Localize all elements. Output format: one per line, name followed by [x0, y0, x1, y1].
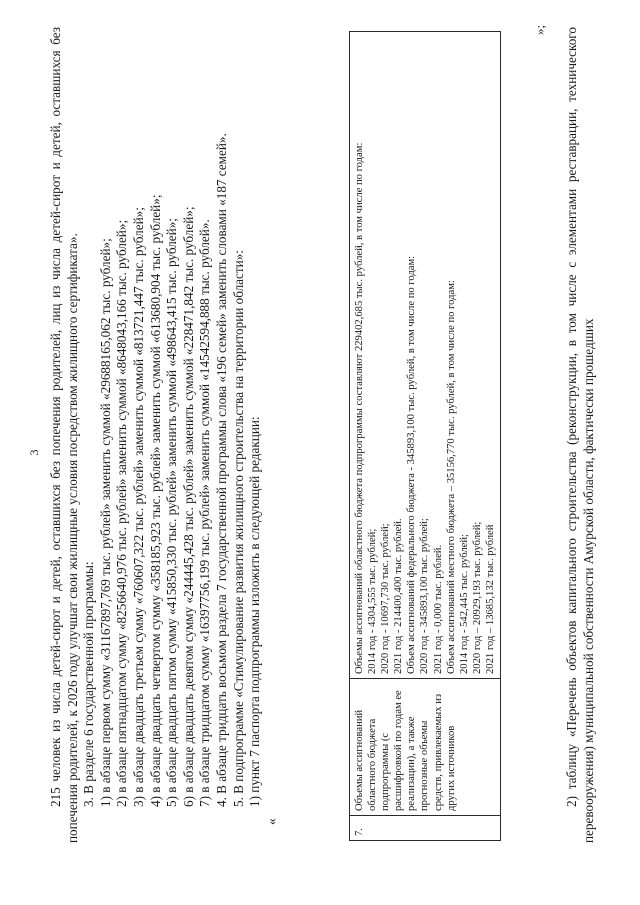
- value-line: Объем ассигнований федерального бюджета - 345893,100 тыс. рублей, в том числе по годам:: [406, 255, 418, 674]
- paragraph: 4. В абзаце тридцать восьмом раздела 7 государственной программы слова «196 семей» заменить словами «187 семей».: [213, 133, 229, 807]
- paragraph: 7) в абзаце тридцатом сумму «16397756,199 тыс. рублей» заменить суммой «14542594,888 тыс. рублей».: [197, 219, 213, 807]
- value-line: 2020 год – 20929,193 тыс. рублей;: [471, 521, 483, 674]
- body-text-bottom: [564, 27, 597, 843]
- paragraph: 5) в абзаце двадцать пятом сумму «415850,330 тыс. рублей» заменить суммой «498643,415 тыс. рублей»;: [164, 218, 180, 807]
- paragraph: 4) в абзаце двадцать четвертом сумму «358185,923 тыс. рублей» заменить суммой «613680,904 тыс. рублей»;: [147, 194, 163, 807]
- page-number: 3: [27, 449, 41, 456]
- row-name-cell: Объемы ассигнований областного бюджета подпрограммы (с расшифровкой по годам ее реализации), а также прогнозные объемы средств, привлекаемых из других источников: [350, 679, 501, 816]
- value-line: 2021 год - 214400,400 тыс. рублей.: [393, 518, 405, 674]
- table-row: [350, 32, 501, 841]
- paragraph: 215 человек из числа детей-сирот и детей, оставшихся без попечения родителей, лиц из числа детей-сирот и детей, оставшихся без попечения родителей, к 2026 году улучшат свои жилищные условия посредством жилищного сертификата».: [48, 27, 80, 843]
- row-number-cell: 7.: [350, 816, 501, 841]
- paragraph: 1) в абзаце первом сумму «31167897,769 тыс. рублей» заменить суммой «29688165,062 тыс. рублей»;: [97, 238, 113, 807]
- row-value-cell: [350, 32, 501, 679]
- paragraph: 3. В разделе 6 государственной программы:: [81, 561, 97, 807]
- paragraph: 2) в абзаце пятнадцатом сумму «8256640,976 тыс. рублей» заменить суммой «8648043,166 тыс. рублей»;: [114, 219, 130, 807]
- paragraph: 1) пункт 7 паспорта подпрограммы изложить в следующей редакции:: [247, 416, 263, 807]
- value-line: 2021 год - 0,000 тыс. рублей.: [432, 544, 444, 674]
- paragraph: 5. В подпрограмме «Стимулирование развития жилищного строительства на территории области»:: [230, 250, 246, 807]
- value-line: 2020 год - 345893,100 тыс. рублей;: [419, 518, 431, 674]
- body-text-top: [48, 27, 280, 843]
- paragraph: 2) таблицу «Перечень объектов капитального строительства (реконструкции, в том числе с элементами реставрации, технического перевооружения) муниципальной собственности Амурской области, фактически прошедших: [564, 27, 596, 843]
- value-line: 2021 год – 13685,132 тыс. рублей: [484, 524, 496, 674]
- value-line: 2014 год - 4304,555 тыс. рублей;: [367, 528, 379, 674]
- value-line: 2014 год - 542,445 тыс. рублей;: [458, 534, 470, 674]
- paragraph: 3) в абзаце двадцать третьем сумму «760607,322 тыс. рублей» заменить суммой «813721,447 тыс. рублей»;: [130, 207, 146, 807]
- paragraph: 6) в абзаце двадцать девятом сумму «244445,428 тыс. рублей» заменить суммой «228471,842 тыс. рублей»;: [180, 206, 196, 807]
- value-line: 2020 год - 10697,730 тыс. рублей;: [380, 523, 392, 674]
- passport-table: [349, 31, 501, 841]
- value-line: Объемы ассигнований областного бюджета подпрограммы составляют 229402,685 тыс. рублей, в том числе по годам:: [354, 142, 365, 674]
- quote-open: «: [263, 818, 279, 825]
- value-line: Объем ассигнований местного бюджета – 35156,770 тыс. рублей, в том числе по годам:: [445, 280, 457, 674]
- quote-close: »;: [532, 24, 547, 35]
